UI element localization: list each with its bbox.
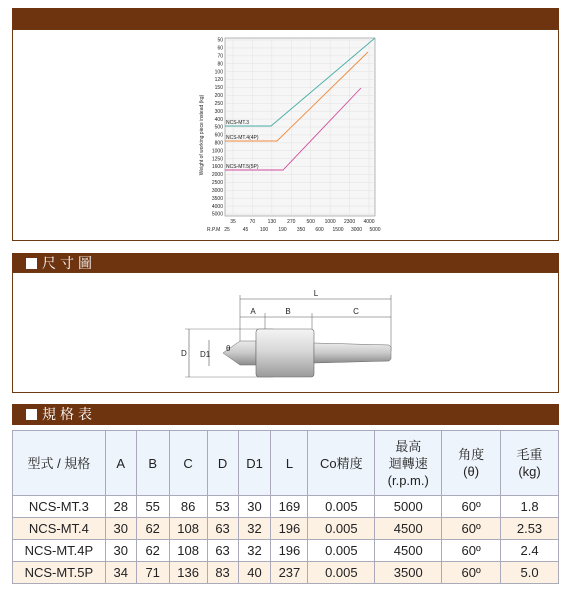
header-A: A: [105, 431, 136, 496]
cell-weight: 2.53: [501, 518, 559, 540]
section-square-icon: [26, 258, 37, 269]
cell-model: NCS-MT.4P: [13, 540, 106, 562]
header-rpm: [375, 431, 442, 496]
x-tick-label-bottom: 3000: [350, 227, 363, 233]
cell-B: 62: [136, 540, 169, 562]
cell-rpm: 3500: [375, 562, 442, 584]
cell-co: 0.005: [308, 518, 375, 540]
cell-angle: 60º: [442, 540, 501, 562]
y-tick-label: 100: [214, 69, 223, 76]
spec-table-row: [13, 496, 559, 518]
x-tick-label-bottom: 100: [259, 227, 269, 233]
cell-co: 0.005: [308, 496, 375, 518]
cell-C: 108: [169, 540, 207, 562]
cell-rpm: 4500: [375, 540, 442, 562]
y-tick-label: 60: [217, 45, 223, 52]
spec-table-row: [13, 540, 559, 562]
cell-D1: 40: [238, 562, 271, 584]
header-rpm-line1: 最高: [395, 438, 422, 454]
chart-x-ticks-bottom: [224, 227, 381, 233]
header-weight-line1: 毛重: [516, 447, 543, 462]
x-tick-label-top: 1000: [324, 219, 336, 225]
y-tick-label: 150: [214, 85, 223, 92]
cell-D1: 30: [238, 496, 271, 518]
cell-L: 169: [271, 496, 308, 518]
cell-C: 108: [169, 518, 207, 540]
y-tick-label: 80: [217, 61, 223, 68]
cell-co: 0.005: [308, 540, 375, 562]
dimension-section-bar: [12, 253, 559, 274]
cell-L: 196: [271, 518, 308, 540]
cell-C: 136: [169, 562, 207, 584]
spec-section-title: 規格表: [42, 406, 96, 422]
x-tick-label-bottom: 190: [278, 227, 287, 233]
header-C: C: [169, 431, 207, 496]
chart-x-ticks-top: [230, 219, 375, 225]
cell-angle: 60º: [442, 518, 501, 540]
cell-co: 0.005: [308, 562, 375, 584]
header-rpm-line2: 迴轉速: [388, 455, 428, 471]
cell-A: 28: [105, 496, 136, 518]
y-tick-label: 600: [214, 132, 223, 139]
y-tick-label: 1000: [211, 148, 223, 155]
top-header-bar: [12, 8, 559, 29]
header-rpm-line3: (r.p.m.): [387, 472, 429, 488]
cell-A: 30: [105, 540, 136, 562]
cell-A: 30: [105, 518, 136, 540]
y-tick-label: 1250: [211, 156, 223, 163]
load-rpm-chart: [13, 30, 558, 240]
spec-table: [12, 430, 559, 584]
y-tick-label: 250: [214, 100, 223, 107]
spec-table-header-row: [13, 431, 559, 496]
series-label: NCS-MT.3: [226, 120, 250, 126]
spec-table-row: [13, 518, 559, 540]
x-tick-label-bottom: 5000: [369, 227, 381, 233]
dimension-drawing-panel: [12, 272, 559, 393]
y-tick-label: 5000: [211, 211, 223, 218]
x-tick-label-bottom: 600: [315, 227, 324, 233]
x-tick-label-top: 2300: [344, 219, 356, 225]
cell-weight: 1.8: [501, 496, 559, 518]
dim-label-L: L: [313, 289, 319, 298]
cell-D: 83: [207, 562, 238, 584]
dimension-section-title: 尺寸圖: [42, 255, 96, 271]
dim-label-B: B: [285, 307, 291, 316]
x-tick-label-bottom: 1500: [332, 227, 344, 233]
y-tick-label: 200: [214, 93, 223, 100]
cell-B: 62: [136, 518, 169, 540]
spec-section-bar: [12, 404, 559, 425]
cell-model: NCS-MT.5P: [13, 562, 106, 584]
x-tick-label-top: 130: [267, 219, 277, 225]
y-tick-label: 500: [214, 124, 223, 131]
cell-C: 86: [169, 496, 207, 518]
cell-D1: 32: [238, 518, 271, 540]
cell-B: 71: [136, 562, 169, 584]
cell-L: 237: [271, 562, 308, 584]
y-tick-label: 4000: [211, 203, 223, 210]
header-D1: D1: [238, 431, 271, 496]
cell-model: NCS-MT.4: [13, 518, 106, 540]
spec-table-row: [13, 562, 559, 584]
x-tick-label-bottom: 25: [224, 227, 230, 233]
x-tick-label-top: 500: [306, 219, 315, 225]
dim-label-C: C: [353, 307, 359, 316]
cell-rpm: 5000: [375, 496, 442, 518]
x-tick-label-bottom: 45: [242, 227, 249, 233]
y-tick-label: 1600: [211, 164, 223, 171]
cell-weight: 2.4: [501, 540, 559, 562]
cell-D1: 32: [238, 540, 271, 562]
chart-y-ticks: [212, 38, 223, 218]
dim-label-D1: D1: [200, 350, 211, 359]
cell-weight: 5.0: [501, 562, 559, 584]
header-D: D: [207, 431, 238, 496]
series-label: NCS-MT.4(4P): [226, 135, 259, 141]
cell-D: 63: [207, 518, 238, 540]
header-co: Co精度: [308, 431, 375, 496]
live-center-body: [256, 329, 314, 377]
chart-panel: [12, 29, 559, 241]
header-weight-line2: (kg): [518, 464, 541, 479]
dim-label-D: D: [181, 349, 187, 358]
header-angle-line1: 角度: [458, 447, 485, 462]
live-center-shank: [314, 343, 391, 363]
header-angle: [442, 431, 501, 496]
cell-D: 53: [207, 496, 238, 518]
cell-angle: 60º: [442, 496, 501, 518]
y-tick-label: 70: [217, 53, 223, 60]
x-tick-label-top: 70: [249, 219, 256, 225]
header-model: 型式 / 規格: [13, 431, 106, 496]
chart-y-axis-label: Weight of working piece instead (kg): [199, 94, 205, 176]
y-tick-label: 3500: [211, 195, 223, 202]
cell-D: 63: [207, 540, 238, 562]
header-angle-line2: (θ): [463, 464, 480, 479]
y-tick-label: 120: [214, 77, 223, 84]
cell-model: NCS-MT.3: [13, 496, 106, 518]
chart-x-axis-label: R.P.M: [207, 227, 221, 233]
header-weight: [501, 431, 559, 496]
series-label: NCS-MT.5(5P): [226, 164, 259, 170]
y-tick-label: 800: [214, 140, 223, 147]
y-tick-label: 400: [214, 116, 223, 123]
section-square-icon: [26, 409, 37, 420]
y-tick-label: 300: [214, 108, 223, 115]
live-center-drawing: [13, 273, 558, 392]
y-tick-label: 3000: [211, 187, 223, 194]
y-tick-label: 50: [217, 37, 223, 44]
header-B: B: [136, 431, 169, 496]
x-tick-label-bottom: 350: [296, 227, 306, 233]
dim-label-A: A: [250, 307, 256, 316]
cell-A: 34: [105, 562, 136, 584]
y-tick-label: 2500: [211, 180, 223, 187]
x-tick-label-top: 4000: [363, 219, 375, 225]
x-tick-label-top: 270: [287, 219, 296, 225]
cell-B: 55: [136, 496, 169, 518]
cell-angle: 60º: [442, 562, 501, 584]
cell-L: 196: [271, 540, 308, 562]
y-tick-label: 2000: [211, 172, 223, 179]
cell-rpm: 4500: [375, 518, 442, 540]
header-L: L: [271, 431, 308, 496]
dim-label-angle: θ: [226, 344, 231, 353]
x-tick-label-top: 35: [230, 219, 236, 225]
